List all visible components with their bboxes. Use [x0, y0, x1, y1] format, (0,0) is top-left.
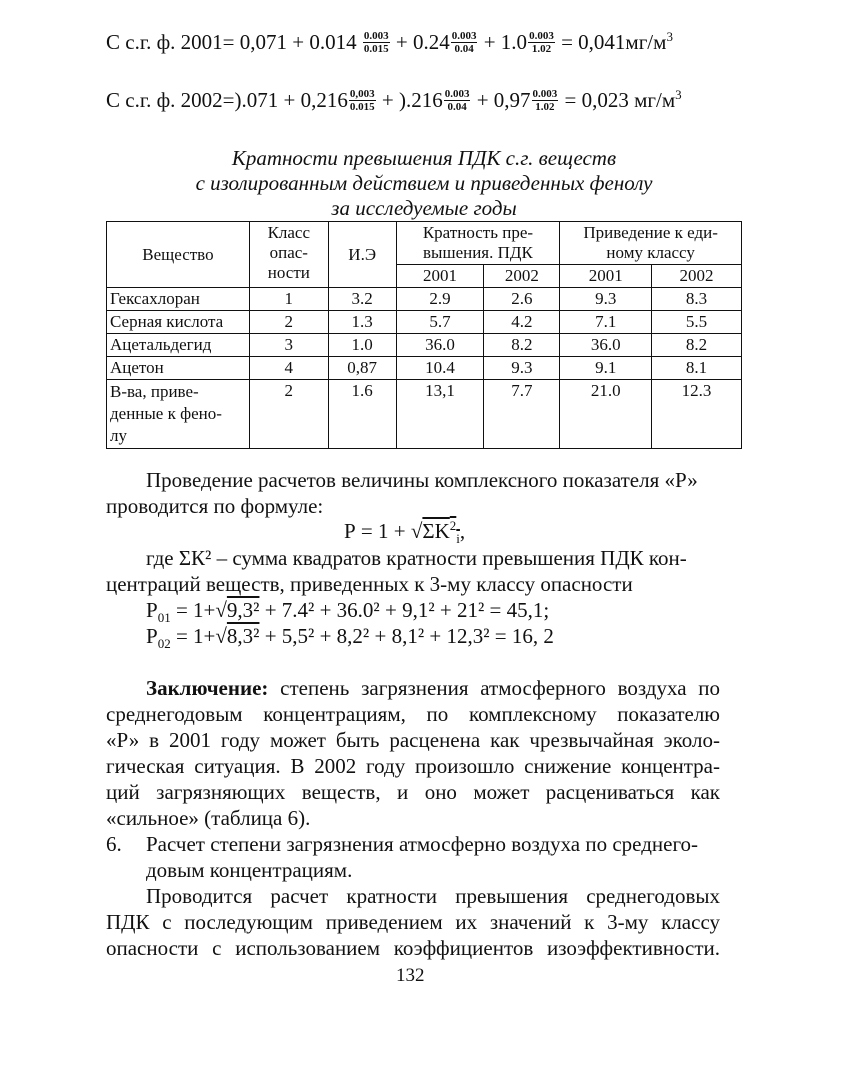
- cell-ie: 3.2: [328, 288, 396, 311]
- cell-ie: 1.3: [328, 311, 396, 334]
- radicand: [422, 518, 460, 547]
- cell-ratio-2001: 2.9: [396, 288, 484, 311]
- conclusion-text: степень загрязнения атмосферного воздуха по: [280, 676, 721, 700]
- paragraph-line: где ΣК² – сумма квадратов кратности превышения ПДК кон-: [146, 546, 687, 570]
- table-header-row: [107, 222, 742, 265]
- header-ie: И.Э: [328, 222, 396, 288]
- fraction: $\frac{0.003}{1.02}$: [532, 87, 558, 113]
- cell-class: 2: [249, 311, 328, 334]
- table-row: [107, 380, 742, 449]
- p01-formula: [146, 597, 549, 624]
- cell-reduced-2002: 8.2: [652, 334, 742, 357]
- cell-substance: Гексахлоран: [107, 288, 250, 311]
- conclusion-line: «Р» в 2001 году может быть расценена как чрезвычайная эколо-: [106, 728, 720, 752]
- conclusion-line: [146, 675, 720, 702]
- cell-reduced-2001: 7.1: [560, 311, 652, 334]
- cell-class: 2: [249, 380, 328, 449]
- header-line: опас-: [269, 243, 308, 262]
- formula-text: + 1.0: [483, 30, 528, 54]
- cell-substance: Ацетон: [107, 357, 250, 380]
- fraction: $\frac{0.003}{0.04}$: [451, 29, 477, 55]
- cell-ie: 0,87: [328, 357, 396, 380]
- cell-reduced-2002: 5.5: [652, 311, 742, 334]
- paragraph-line: Проведение расчетов величины комплексного показателя «Р»: [146, 468, 698, 492]
- year-cell: 2001: [560, 265, 652, 288]
- cell-ratio-2001: 5.7: [396, 311, 484, 334]
- header-line: Приведение к еди-: [583, 223, 718, 242]
- cell-class: 1: [249, 288, 328, 311]
- cell-reduced-2002: 8.1: [652, 357, 742, 380]
- cell-ratio-2002: 4.2: [484, 311, 560, 334]
- header-ratio: [396, 222, 560, 265]
- table-row: [107, 311, 742, 334]
- table-caption-line: за исследуемые годы: [331, 196, 517, 220]
- cell-substance: Ацетальдегид: [107, 334, 250, 357]
- p-formula: [344, 518, 465, 545]
- cell-substance: [107, 380, 250, 449]
- radicand: 8,3²: [226, 624, 260, 648]
- formula-text: = 0,041мг/м: [561, 30, 667, 54]
- data-table: [106, 221, 742, 449]
- year-cell: 2001: [396, 265, 484, 288]
- cell-class: 4: [249, 357, 328, 380]
- cell-line: лу: [110, 426, 127, 445]
- header-substance: Вещество: [107, 222, 250, 288]
- header-line: ности: [267, 263, 310, 282]
- subscript: 01: [157, 610, 171, 626]
- formula-text: + 7.4² + 36.0² + 9,1² + 21² = 45,1;: [264, 598, 550, 622]
- cell-reduced-2001: 21.0: [560, 380, 652, 449]
- formula-text: С с.г. ф. 2001= 0,071 + 0.014: [106, 30, 357, 54]
- formula-text: С с.г. ф. 2002=).071 + 0,216: [106, 88, 348, 112]
- fraction: $\frac{0.003}{1.02}$: [529, 29, 554, 55]
- cell-ratio-2001: 36.0: [396, 334, 484, 357]
- cell-ratio-2002: 9.3: [484, 357, 560, 380]
- formula-text: + ).216: [381, 88, 443, 112]
- formula-text: + 0,97: [476, 88, 531, 112]
- superscript: 2: [449, 518, 457, 533]
- subscript: i: [456, 531, 460, 547]
- list-item-number: 6.: [106, 832, 122, 856]
- fraction: $\frac{0,003}{0.015}$: [349, 87, 375, 113]
- list-item-line: Расчет степени загрязнения атмосферно воздуха по среднего-: [146, 832, 699, 856]
- superscript: 3: [675, 87, 682, 102]
- sqrt-sign: √: [215, 598, 227, 622]
- year-cell: 2002: [652, 265, 742, 288]
- formula-text: + 0.24: [395, 30, 450, 54]
- fraction: $\frac{0.003}{0.015}$: [363, 29, 389, 55]
- paragraph-line: центраций веществ, приведенных к 3-му классу опасности: [106, 572, 633, 596]
- formula-2001: [106, 29, 673, 57]
- table-caption-line: с изолированным действием и приведенных фенолу: [195, 171, 653, 195]
- fraction: $\frac{0.003}{0.04}$: [444, 87, 470, 113]
- cell-class: 3: [249, 334, 328, 357]
- formula-text: Р = 1 +: [344, 519, 406, 543]
- cell-reduced-2002: 8.3: [652, 288, 742, 311]
- cell-reduced-2001: 9.3: [560, 288, 652, 311]
- header-line: Класс: [267, 223, 311, 242]
- formula-text: P: [146, 598, 158, 622]
- formula-text: ΣK: [422, 519, 450, 543]
- cell-reduced-2001: 9.1: [560, 357, 652, 380]
- cell-ie: 1.0: [328, 334, 396, 357]
- sqrt-sign: √: [215, 624, 227, 648]
- conclusion-line: среднегодовым концентрациям, по комплексному показателю: [106, 702, 720, 726]
- formula-text: ,: [459, 519, 466, 543]
- table-row: [107, 288, 742, 311]
- header-line: ному классу: [606, 243, 695, 262]
- table-caption-line: Кратности превышения ПДК с.г. веществ: [231, 146, 617, 170]
- header-line: вышения. ПДК: [423, 243, 533, 262]
- cell-reduced-2002: 12.3: [652, 380, 742, 449]
- list-item-line: довым концентрациям.: [146, 858, 353, 882]
- conclusion-line: «сильное» (таблица 6).: [106, 806, 311, 830]
- formula-2002: [106, 87, 682, 115]
- cell-ratio-2001: 10.4: [396, 357, 484, 380]
- paragraph-line: Проводится расчет кратности превышения среднегодовых: [146, 884, 720, 908]
- formula-text: = 1+: [175, 624, 216, 648]
- formula-text: + 5,5² + 8,2² + 8,1² + 12,3² = 16, 2: [264, 624, 554, 648]
- radicand: 9,3²: [226, 598, 260, 622]
- formula-text: = 1+: [175, 598, 216, 622]
- conclusion-line: ций загрязняющих веществ, и оно может расцениваться как: [106, 780, 720, 804]
- conclusion-label: Заключение:: [146, 676, 269, 700]
- page-number: 132: [396, 965, 425, 986]
- paragraph-line: ПДК с последующим приведением их значений к 3-му классу: [106, 910, 720, 934]
- p02-formula: [146, 623, 554, 650]
- superscript: 3: [666, 29, 673, 44]
- cell-ratio-2001: 13,1: [396, 380, 484, 449]
- header-reduced: [560, 222, 742, 265]
- paragraph-line: опасности с использованием коэффициентов изоэффективности.: [106, 936, 720, 960]
- cell-reduced-2001: 36.0: [560, 334, 652, 357]
- conclusion-line: гическая ситуация. В 2002 году произошло снижение концентра-: [106, 754, 720, 778]
- cell-substance: Серная кислота: [107, 311, 250, 334]
- year-cell: 2002: [484, 265, 560, 288]
- sqrt-sign: √: [410, 519, 423, 543]
- cell-ratio-2002: 8.2: [484, 334, 560, 357]
- paragraph-line: проводится по формуле:: [106, 494, 324, 518]
- table-row: [107, 357, 742, 380]
- header-line: Кратность пре-: [422, 223, 534, 242]
- cell-line: денные к фено-: [110, 404, 222, 423]
- table-row: [107, 334, 742, 357]
- formula-text: = 0,023 мг/м: [564, 88, 676, 112]
- cell-ie: 1.6: [328, 380, 396, 449]
- header-class: [249, 222, 328, 288]
- subscript: 02: [157, 636, 171, 652]
- cell-ratio-2002: 7.7: [484, 380, 560, 449]
- cell-line: В-ва, приве-: [110, 382, 199, 401]
- cell-ratio-2002: 2.6: [484, 288, 560, 311]
- formula-text: P: [146, 624, 158, 648]
